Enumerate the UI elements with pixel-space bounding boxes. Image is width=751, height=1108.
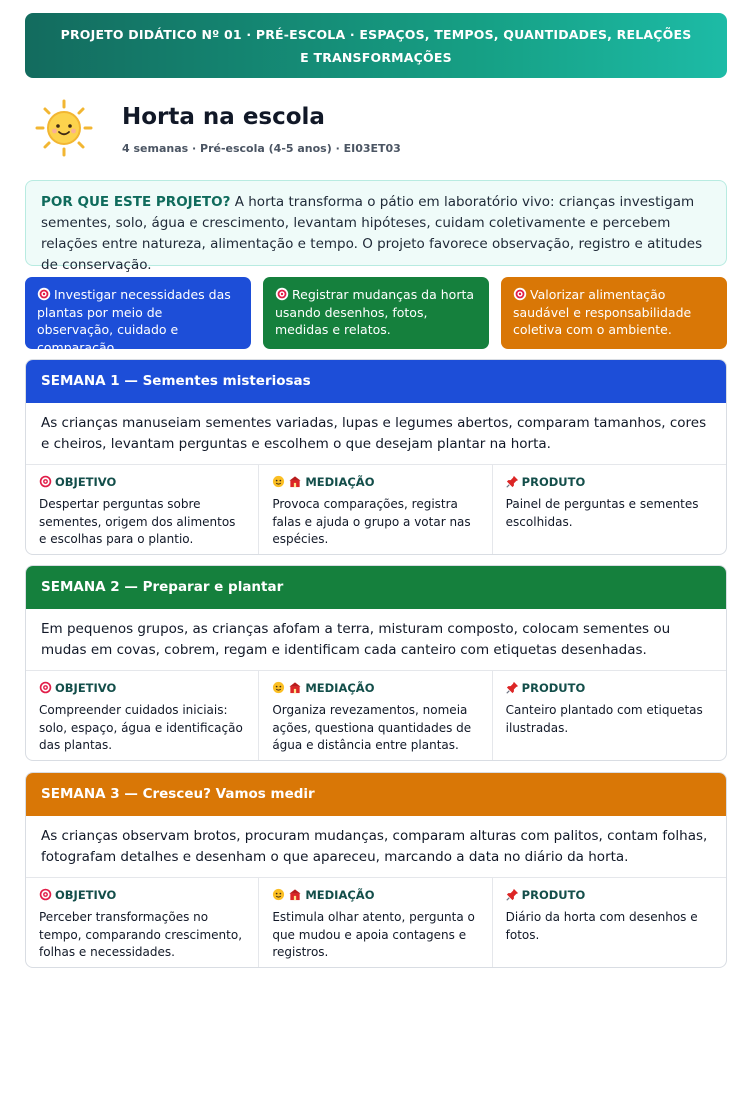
week-description: As crianças manuseiam sementes variadas, lupas e legumes abertos, comparam tamanhos, cores e cheiros, levantam perguntas e escolhem o que desejam plantar na horta. (26, 403, 726, 465)
product-text: Canteiro plantado com etiquetas ilustradas. (505, 703, 703, 735)
target-icon (39, 888, 52, 901)
week-card-3 (25, 772, 727, 968)
mediation-label: MEDIAÇÃO (305, 475, 375, 489)
objective-text: Perceber transformações no tempo, comparando crescimento, folhas e necessidades. (39, 910, 243, 959)
week-objective (26, 878, 259, 968)
teacher-icon (272, 681, 285, 694)
school-icon (288, 888, 302, 901)
week-description: As crianças observam brotos, procuram mudanças, comparam alturas com palitos, contam folhas, fotografam detalhes e desenham o que apareceu, marcando a data no diário da horta. (26, 816, 726, 878)
week-card-2 (25, 565, 727, 761)
target-icon (275, 287, 289, 301)
school-icon (288, 681, 302, 694)
why-project-lead: POR QUE ESTE PROJETO? (41, 194, 231, 210)
product-label: PRODUTO (521, 888, 586, 902)
product-text: Diário da horta com desenhos e fotos. (505, 910, 698, 942)
school-icon (288, 475, 302, 488)
mediation-text: Organiza revezamentos, nomeia ações, questiona quantidades de água e distância entre plantas. (272, 703, 472, 752)
product-label: PRODUTO (521, 475, 586, 489)
objective-text: Despertar perguntas sobre sementes, origem dos alimentos e escolhas para o plantio. (39, 497, 236, 546)
objective-label: OBJETIVO (55, 681, 117, 695)
product-text: Painel de perguntas e sementes escolhidas. (505, 497, 699, 529)
objective-label: OBJETIVO (55, 888, 117, 902)
goal-card-2 (263, 277, 489, 349)
pushpin-icon (506, 681, 519, 694)
target-icon (39, 475, 52, 488)
mediation-text: Provoca comparações, registra falas e ajuda o grupo a votar nas espécies. (272, 497, 471, 546)
week-card-1 (25, 359, 727, 555)
week-product (493, 465, 726, 555)
goal-text: Valorizar alimentação saudável e responsabilidade coletiva com o ambiente. (513, 287, 692, 337)
mediation-label: MEDIAÇÃO (305, 888, 375, 902)
project-banner (25, 13, 727, 78)
week-mediation (259, 465, 492, 555)
product-label: PRODUTO (521, 681, 586, 695)
target-icon (39, 681, 52, 694)
week-product (493, 878, 726, 968)
week-title: SEMANA 3 — Cresceu? Vamos medir (26, 773, 726, 816)
pushpin-icon (506, 475, 519, 488)
target-icon (513, 287, 527, 301)
goal-card-1 (25, 277, 251, 355)
goal-text: Investigar necessidades das plantas por meio de observação, cuidado e comparação. (37, 287, 231, 355)
page-header (34, 98, 724, 160)
page-subtitle: 4 semanas · Pré-escola (4-5 anos) · EI03ET03 (122, 142, 401, 155)
target-icon (37, 287, 51, 301)
objective-label: OBJETIVO (55, 475, 117, 489)
banner-text: PROJETO DIDÁTICO Nº 01 · PRÉ-ESCOLA · ESPAÇOS, TEMPOS, QUANTIDADES, RELAÇÕES E TRANSFORMAÇÕES (60, 27, 692, 65)
week-description: Em pequenos grupos, as crianças afofam a terra, misturam composto, colocam sementes ou mudas em covas, cobrem, regam e identificam cada canteiro com etiquetas desenhadas. (26, 609, 726, 671)
goal-card-3 (501, 277, 727, 349)
week-title: SEMANA 1 — Sementes misteriosas (26, 360, 726, 403)
goal-text: Registrar mudanças da horta usando desenhos, fotos, medidas e relatos. (275, 287, 475, 337)
why-project-text: A horta transforma o pátio em laboratório vivo: crianças investigam sementes, solo, água e crescimento, levantam hipóteses, cuidam coletivamente e percebem relações entre natureza, alimentação e tempo. O projeto favorece observação, registro e atitudes de conservação. (41, 194, 703, 273)
teacher-icon (272, 888, 285, 901)
week-title: SEMANA 2 — Preparar e plantar (26, 566, 726, 609)
teacher-icon (272, 475, 285, 488)
mediation-label: MEDIAÇÃO (305, 681, 375, 695)
week-objective (26, 671, 259, 761)
week-mediation (259, 671, 492, 761)
week-mediation (259, 878, 492, 968)
page-title: Horta na escola (122, 104, 325, 130)
mediation-text: Estimula olhar atento, pergunta o que mudou e apoia contagens e registros. (272, 910, 475, 959)
week-objective (26, 465, 259, 555)
sun-icon (34, 98, 94, 158)
why-project-box (25, 180, 727, 273)
objective-text: Compreender cuidados iniciais: solo, espaço, água e identificação das plantas. (39, 703, 243, 752)
week-product (493, 671, 726, 761)
pushpin-icon (506, 888, 519, 901)
